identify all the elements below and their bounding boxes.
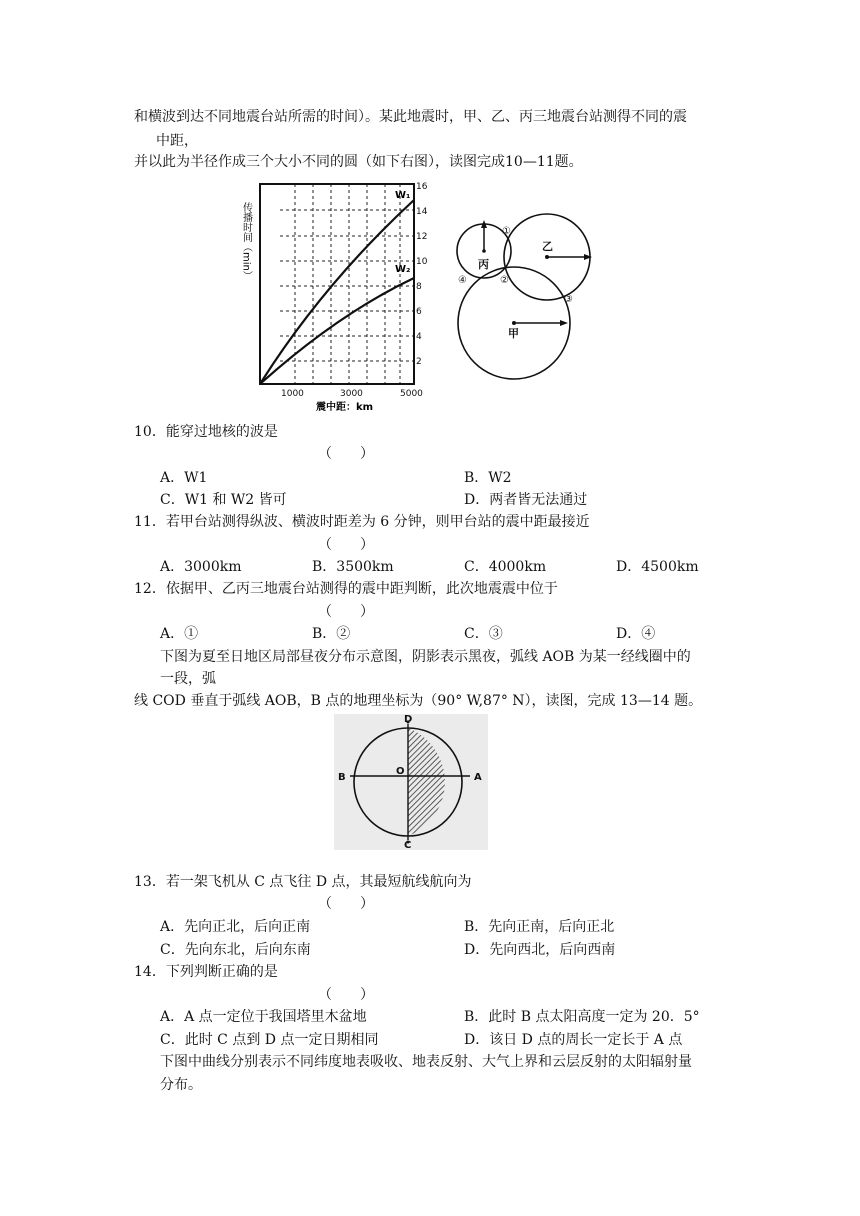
y-tick: 16: [416, 182, 428, 192]
q14-option-b: B．此时 B 点太阳高度一定为 20．5°: [464, 1009, 700, 1025]
y-axis-label: 传播时间（min）: [240, 202, 252, 281]
q14-answer-paren: （ ）: [318, 987, 374, 1003]
day-night-diagram: [334, 714, 488, 850]
q13-option-c: C．先向东北，后向东南: [160, 942, 311, 958]
label-d: D: [404, 714, 413, 725]
travel-time-chart: [228, 174, 440, 414]
point-1: ①: [502, 226, 511, 237]
x-axis-label: 震中距：km: [316, 402, 374, 413]
intro2-line-1b: 一段，弧: [160, 671, 216, 687]
q12-option-d: D．④: [616, 626, 656, 642]
label-o: O: [396, 766, 405, 777]
q11-option-c: C．4000km: [464, 559, 547, 575]
y-tick: 2: [416, 357, 422, 367]
y-tick: 4: [416, 332, 422, 342]
q11-option-d: D．4500km: [616, 559, 699, 575]
q14-stem: 14．下列判断正确的是: [134, 964, 278, 980]
y-tick: 10: [416, 257, 428, 267]
q14-option-c: C．此时 C 点到 D 点一定日期相同: [160, 1032, 379, 1048]
q12-option-a: A．①: [160, 626, 199, 642]
q11-option-a: A．3000km: [160, 559, 242, 575]
x-tick: 3000: [340, 389, 363, 399]
q10-option-a: A．W1: [160, 470, 208, 486]
q12-stem: 12．依据甲、乙丙三地震台站测得的震中距判断，此次地震震中位于: [134, 581, 558, 597]
label-b: B: [338, 772, 346, 783]
intro3-line-1b: 分布。: [160, 1077, 202, 1093]
q13-option-a: A．先向正北，后向正南: [160, 919, 311, 935]
y-tick: 8: [416, 282, 422, 292]
q10-option-b: B．W2: [464, 470, 512, 486]
q11-answer-paren: （ ）: [318, 537, 374, 553]
w1-label: W₁: [395, 190, 411, 201]
intro2-line-1: 下图为夏至日地区局部昼夜分布示意图，阴影表示黑夜，弧线 AOB 为某一经线圈中的: [160, 649, 691, 665]
bing-label: 丙: [478, 258, 489, 271]
q10-option-d: D．两者皆无法通过: [464, 492, 588, 508]
q10-option-c: C．W1 和 W2 皆可: [160, 492, 287, 508]
point-2: ②: [500, 275, 509, 286]
q12-answer-paren: （ ）: [318, 604, 374, 620]
q13-stem: 13．若一架飞机从 C 点飞往 D 点，其最短航线航向为: [134, 874, 472, 890]
q13-answer-paren: （ ）: [318, 896, 374, 912]
y-tick: 6: [416, 307, 422, 317]
label-c: C: [404, 840, 412, 850]
x-tick: 5000: [400, 389, 423, 399]
intro2-line-2: 线 COD 垂直于弧线 AOB，B 点的地理坐标为（90° W,87° N），读图，完成 13—14 题。: [134, 693, 703, 709]
w2-label: W₂: [395, 264, 411, 275]
intro-line-2: 并以此为半径作成三个大小不同的圆（如下右图），读图完成10—11题。: [134, 154, 583, 170]
point-3: ③: [564, 294, 573, 305]
q10-stem: 10．能穿过地核的波是: [134, 424, 278, 440]
q13-option-b: B．先向正南，后向正北: [464, 919, 615, 935]
three-circles-diagram: [450, 206, 610, 384]
q14-option-d: D．该日 D 点的周长一定长于 A 点: [464, 1032, 683, 1048]
q11-option-b: B．3500km: [312, 559, 394, 575]
q13-option-d: D．先向西北，后向西南: [464, 942, 616, 958]
q12-option-c: C．③: [464, 626, 503, 642]
intro3-line-1: 下图中曲线分别表示不同纬度地表吸收、地表反射、大气上界和云层反射的太阳辐射量: [160, 1054, 692, 1070]
point-4: ④: [458, 275, 467, 286]
y-tick: 12: [416, 232, 428, 242]
q10-answer-paren: （ ）: [318, 446, 374, 462]
jia-label: 甲: [508, 327, 519, 340]
q12-option-b: B．②: [312, 626, 351, 642]
y-tick: 14: [416, 207, 428, 217]
q14-option-a: A．A 点一定位于我国塔里木盆地: [160, 1009, 367, 1025]
intro-line-1b: 中距，: [156, 133, 198, 149]
x-tick: 1000: [281, 389, 304, 399]
intro-line-1: 和横波到达不同地震台站所需的时间）。某此地震时，甲、乙、丙三地震台站测得不同的震: [134, 109, 687, 125]
q11-stem: 11．若甲台站测得纵波、横波时距差为 6 分钟，则甲台站的震中距最接近: [134, 514, 590, 530]
label-a: A: [474, 772, 482, 783]
yi-label: 乙: [542, 240, 553, 253]
